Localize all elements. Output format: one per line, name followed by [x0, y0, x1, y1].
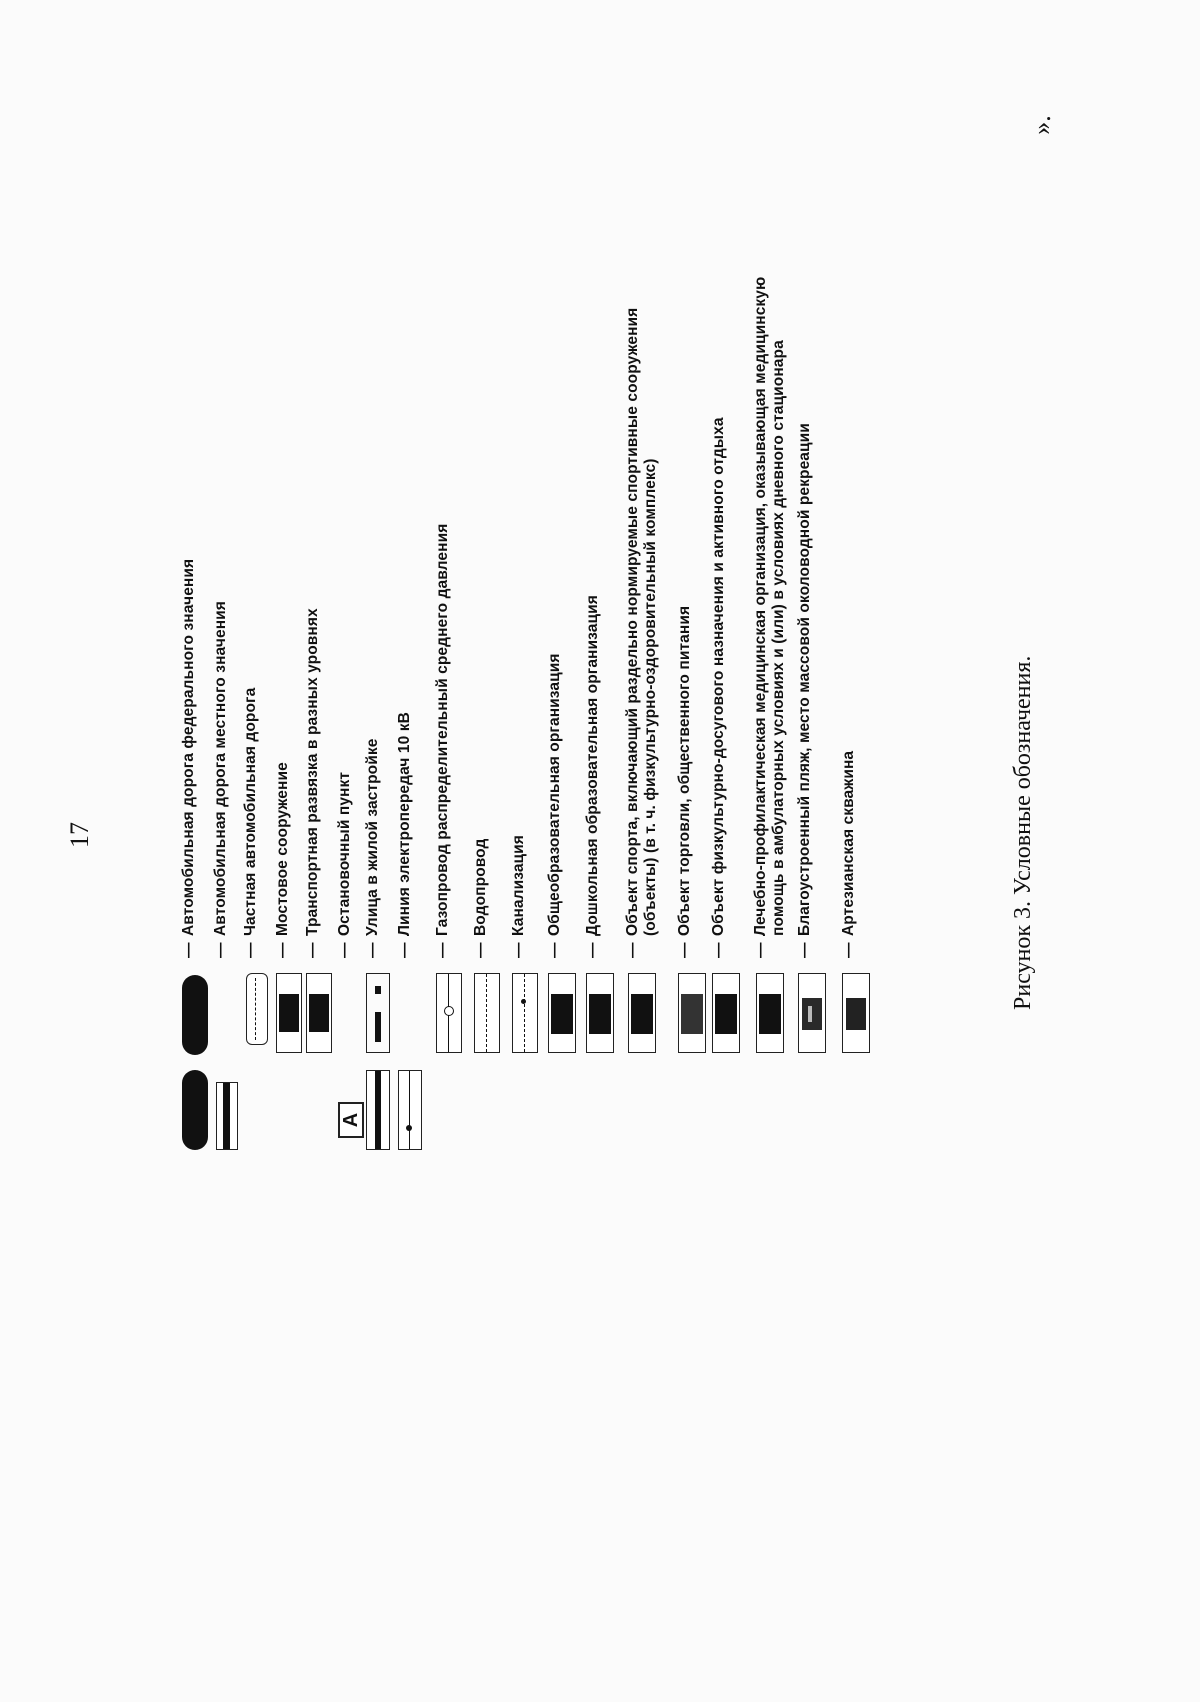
bus-stop-badge: A — [338, 1102, 364, 1138]
legend-label: —Объект физкультурно-досугового назначения и активного отдыха — [710, 417, 727, 958]
leisure-symbol — [712, 973, 740, 1053]
legend-label: —Объект торговли, общественного питания — [676, 605, 693, 958]
medical-symbol — [756, 973, 784, 1053]
residential-street-symbol-b — [366, 973, 390, 1053]
legend-row — [840, 260, 870, 1260]
trade-symbol — [678, 973, 706, 1053]
artesian-well-symbol — [842, 973, 870, 1053]
school-symbol — [548, 973, 576, 1053]
chevron-mark: ». — [1027, 115, 1056, 135]
legend-label: —Остановочный пункт — [336, 771, 353, 958]
interchange-symbol — [306, 973, 332, 1053]
gas-pipeline-symbol — [436, 973, 462, 1053]
sewerage-symbol — [512, 973, 538, 1053]
bridge-symbol — [276, 973, 302, 1053]
page-number: 17 — [65, 822, 94, 848]
legend-label: —Дошкольная образовательная организация — [584, 595, 601, 958]
legend-label: —Автомобильная дорога местного значения — [212, 601, 229, 958]
legend-label: —Автомобильная дорога федерального значения — [180, 558, 197, 958]
legend-label: —Канализация — [510, 835, 527, 958]
federal-road-symbol-a — [182, 1070, 208, 1150]
legend-label: —Лечебно-профилактическая медицинская организация, оказывающая медицинскую помощь в амбулаторных условиях и (или) в условиях дневного стационара — [752, 276, 787, 958]
beach-symbol — [798, 973, 826, 1053]
legend-row — [242, 260, 272, 1260]
legend-row — [676, 260, 706, 1260]
legend-label: —Благоустроенный пляж, место массовой околоводной рекреации — [796, 423, 813, 958]
private-road-symbol — [246, 973, 268, 1045]
legend-label: —Газопровод распределительный среднего давления — [434, 523, 451, 958]
legend-label-line2: помощь в амбулаторных условиях и (или) в условиях дневного стационара — [770, 340, 787, 936]
kindergarten-symbol — [586, 973, 614, 1053]
legend-row — [752, 260, 792, 1260]
legend-row — [274, 260, 304, 1260]
legend-label: —Улица в жилой застройке — [364, 738, 381, 958]
legend-row — [364, 260, 394, 1260]
legend-label: —Линия электропередач 10 кВ — [396, 712, 413, 958]
local-road-symbol — [216, 1082, 238, 1150]
power-line-symbol — [398, 1070, 422, 1150]
legend-row — [434, 260, 464, 1260]
legend-label: —Водопровод — [472, 838, 489, 958]
legend-row — [510, 260, 540, 1260]
legend-label: —Мостовое сооружение — [274, 762, 291, 958]
legend-label: —Общеобразовательная организация — [546, 653, 563, 958]
residential-street-symbol-a — [366, 1070, 390, 1150]
legend-row — [472, 260, 502, 1260]
legend-row — [212, 260, 242, 1260]
legend-label: —Транспортная развязка в разных уровнях — [304, 608, 321, 958]
legend-row — [304, 260, 334, 1260]
legend-row — [396, 260, 426, 1260]
water-pipeline-symbol — [474, 973, 500, 1053]
legend-row — [336, 260, 366, 1260]
legend-label: —Частная автомобильная дорога — [242, 687, 259, 958]
legend-row — [584, 260, 614, 1260]
legend — [180, 260, 970, 1260]
legend-row — [180, 260, 210, 1260]
legend-row — [546, 260, 576, 1260]
legend-label-line2: (объекты) (в т. ч. физкультурно-оздоровительный комплекс) — [642, 458, 659, 936]
figure-caption: Рисунок 3. Условные обозначения. — [1010, 655, 1036, 1010]
legend-label: —Артезианская скважина — [840, 750, 857, 958]
federal-road-symbol-b — [182, 975, 208, 1055]
legend-row — [624, 260, 664, 1260]
legend-row — [796, 260, 826, 1260]
legend-row — [710, 260, 740, 1260]
legend-label: —Объект спорта, включающий раздельно нормируемые спортивные сооружения (объекты) (в т. ч. физкультурно-оздоровительный комплекс) — [624, 307, 659, 958]
sports-symbol — [628, 973, 656, 1053]
